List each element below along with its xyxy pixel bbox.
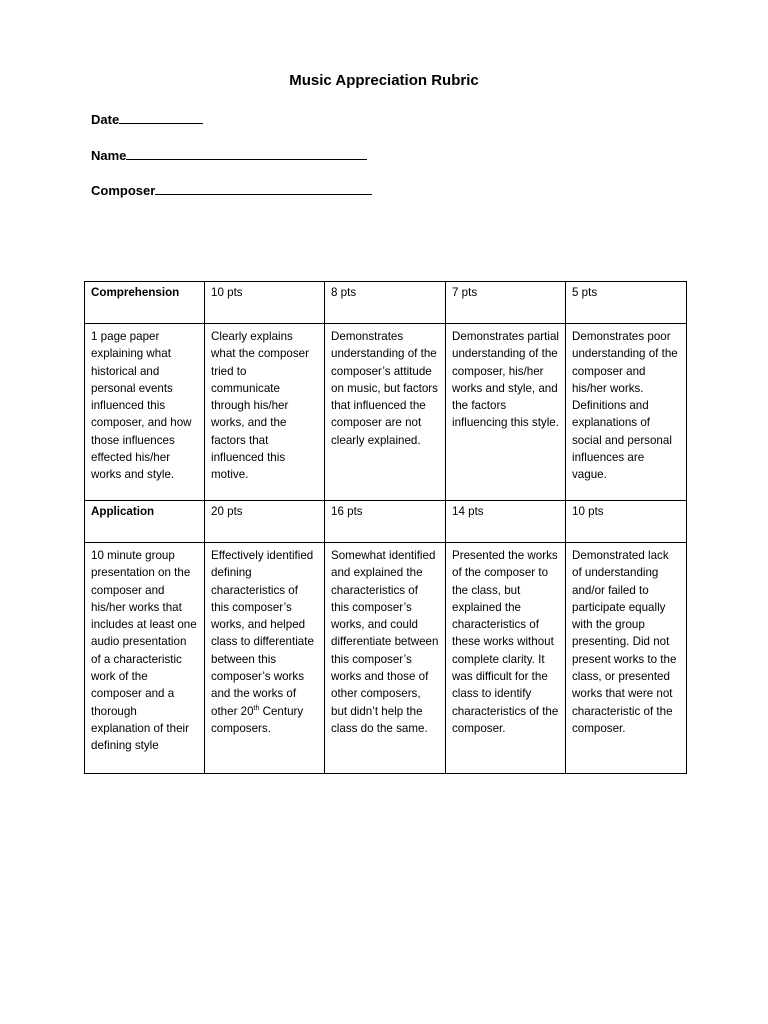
descriptor-cell: Demonstrates partial understanding of the composer, his/her works and style, and the factors influencing this style. [446,324,566,501]
points-cell: 8 pts [325,282,446,324]
section-label-application: Application [85,501,205,543]
points-cell: 7 pts [446,282,566,324]
rubric-header-row [85,282,687,324]
date-field[interactable] [91,110,203,127]
rubric-criteria-row [85,324,687,501]
descriptor-cell: Demonstrated lack of understanding and/or failed to participate equally with the group presenting. Did not present works to the class, or presented works that were not characteristic of the composer. [566,543,687,774]
descriptor-cell: Presented the works of the composer to the class, but explained the characteristics of these works without complete clarity. It was difficult for the class to identify characteristics of the composer. [446,543,566,774]
points-cell: 16 pts [325,501,446,543]
rubric-table [84,281,687,774]
composer-blank-line[interactable] [155,181,372,195]
descriptor-cell: Somewhat identified and explained the characteristics of this composer’s works, and could differentiate between this composer’s works and those of other composers, but didn’t help the class do the same. [325,543,446,774]
descriptor-cell: Demonstrates understanding of the composer’s attitude on music, but factors that influenced the composer are not clearly explained. [325,324,446,501]
rubric-header-row [85,501,687,543]
date-blank-line[interactable] [119,110,203,124]
name-blank-line[interactable] [126,146,367,160]
name-label: Name [91,148,127,163]
document-title: Music Appreciation Rubric [289,72,479,89]
descriptor-cell: Demonstrates poor understanding of the composer and his/her works. Definitions and explanations of social and personal influences are vague. [566,324,687,501]
composer-field[interactable] [91,181,372,198]
rubric-criteria-row [85,543,687,774]
points-cell: 5 pts [566,282,687,324]
points-cell: 10 pts [205,282,325,324]
name-field[interactable] [91,146,367,163]
descriptor-cell: Effectively identified defining characteristics of this composer’s works, and helped class to differentiate between this composer’s works and the works of other 20th Century composers. [205,543,325,774]
composer-label: Composer [91,183,156,198]
task-description-cell: 10 minute group presentation on the composer and his/her works that includes at least one audio presentation of a characteristic work of the composer and a thorough explanation of their defining style [85,543,205,774]
date-label: Date [91,112,120,127]
points-cell: 10 pts [566,501,687,543]
task-description-cell: 1 page paper explaining what historical and personal events influenced this composer, and how those influences effected his/her works and style. [85,324,205,501]
points-cell: 14 pts [446,501,566,543]
points-cell: 20 pts [205,501,325,543]
section-label-comprehension: Comprehension [85,282,205,324]
descriptor-cell: Clearly explains what the composer tried to communicate through his/her works, and the factors that influenced this motive. [205,324,325,501]
